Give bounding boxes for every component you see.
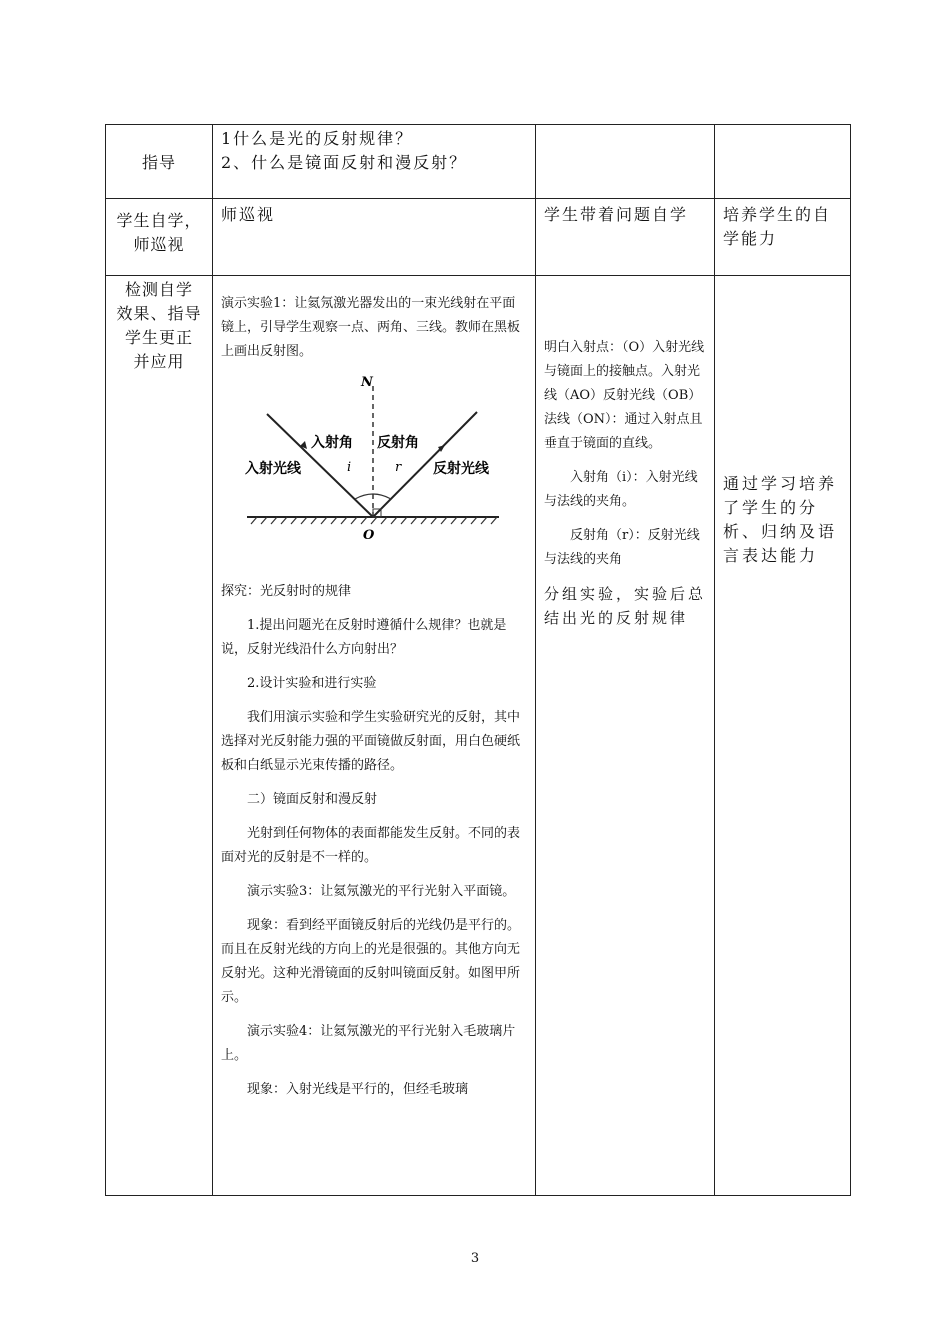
- teacher-activity-cell: [213, 125, 536, 199]
- phenomenon-3-text: 现象：看到经平面镜反射后的光线仍是平行的。而且在反射光线的方向上的光是很强的。其他方向无反射光。这种光滑镜面的反射叫镜面反射。如图甲所示。: [221, 918, 521, 1005]
- phenomenon-4-text: 现象：入射光线是平行的，但经毛玻璃: [247, 1082, 469, 1097]
- stage-cell: [106, 125, 213, 199]
- goal-text: 培养学生的自学能力: [723, 205, 832, 248]
- student-activity-cell: [536, 199, 715, 276]
- goal-text: 通过学习培养了学生的分析、归纳及语言表达能力: [723, 474, 838, 565]
- goal-cell: [715, 276, 851, 1196]
- explore-heading: 探究：光反射时的规律: [221, 584, 352, 599]
- step-1-text: 1.提出问题光在反射时遵循什么规律？也就是说，反射光线沿什么方向射出？: [221, 618, 507, 657]
- paragraph-text: 光射到任何物体的表面都能发生反射。不同的表面对光的反射是不一样的。: [221, 826, 521, 865]
- teacher-activity-cell: [213, 276, 536, 1196]
- normal-label: N: [361, 375, 373, 390]
- demo-1-text: 演示实验1：让氦氖激光器发出的一束光线射在平面镜上，引导学生观察一点、两角、三线。教师在黑板上画出反射图。: [221, 296, 521, 359]
- demo-4-text: 演示实验4：让氦氖激光的平行光射入毛玻璃片上。: [221, 1024, 516, 1063]
- stage-label: 效果、指导: [116, 304, 202, 323]
- table-row: [106, 276, 851, 1196]
- stage-label: 学生更正: [124, 328, 193, 347]
- mirror-hatching: [251, 517, 497, 524]
- question-line: 2、什么是镜面反射和漫反射？: [221, 153, 468, 172]
- student-angle-i: 入射角（i）：入射光线与法线的夹角。: [544, 470, 698, 509]
- teacher-activity-cell: [213, 199, 536, 276]
- angle-i-label: i: [347, 460, 352, 475]
- student-angle-r: 反射角（r）：反射光线与法线的夹角: [544, 528, 700, 567]
- lesson-plan-table: [105, 124, 851, 1196]
- angle-r-label: r: [395, 460, 402, 475]
- paragraph-text: 我们用演示实验和学生实验研究光的反射，其中选择对光反射能力强的平面镜做反射面，用白色硬纸板和白纸显示光束传播的路径。: [221, 710, 521, 773]
- stage-cell: [106, 199, 213, 276]
- teacher-activity: 师巡视: [221, 205, 276, 224]
- incident-angle-label: 入射角: [311, 435, 353, 451]
- incident-ray-label: 入射光线: [245, 461, 301, 477]
- reflect-angle-label: 反射角: [377, 435, 419, 451]
- stage-label: 检测自学: [124, 280, 193, 299]
- stage-label: 指导: [141, 153, 176, 172]
- page-number: 3: [470, 1251, 480, 1266]
- stage-cell: [106, 276, 213, 1196]
- reflection-diagram: [237, 374, 509, 556]
- student-definitions: 明白入射点：（O）入射光线与镜面上的接触点。入射光线（AO）反射光线（OB）法线（ON）：通过入射点且垂直于镜面的直线。: [544, 340, 705, 451]
- student-activity: 学生带着问题自学: [544, 205, 689, 224]
- student-activity-cell: [536, 276, 715, 1196]
- stage-label: 并应用: [133, 352, 185, 371]
- student-activity-cell: [536, 125, 715, 199]
- demo-3-text: 演示实验3：让氦氖激光的平行光射入平面镜。: [247, 884, 516, 899]
- reflected-ray-label: 反射光线: [433, 461, 489, 477]
- goal-cell: [715, 125, 851, 199]
- question-line: 1什么是光的反射规律？: [221, 129, 414, 148]
- incidence-point-label: O: [363, 528, 375, 543]
- step-2-text: 2.设计实验和进行实验: [247, 676, 377, 691]
- stage-label: 师巡视: [133, 235, 185, 254]
- goal-cell: [715, 199, 851, 276]
- stage-label: 学生自学，: [116, 211, 202, 230]
- table-row: [106, 125, 851, 199]
- student-group-experiment: 分组实验，实验后总结出光的反射规律: [544, 585, 707, 627]
- section-heading: 二）镜面反射和漫反射: [247, 792, 378, 807]
- table-row: [106, 199, 851, 276]
